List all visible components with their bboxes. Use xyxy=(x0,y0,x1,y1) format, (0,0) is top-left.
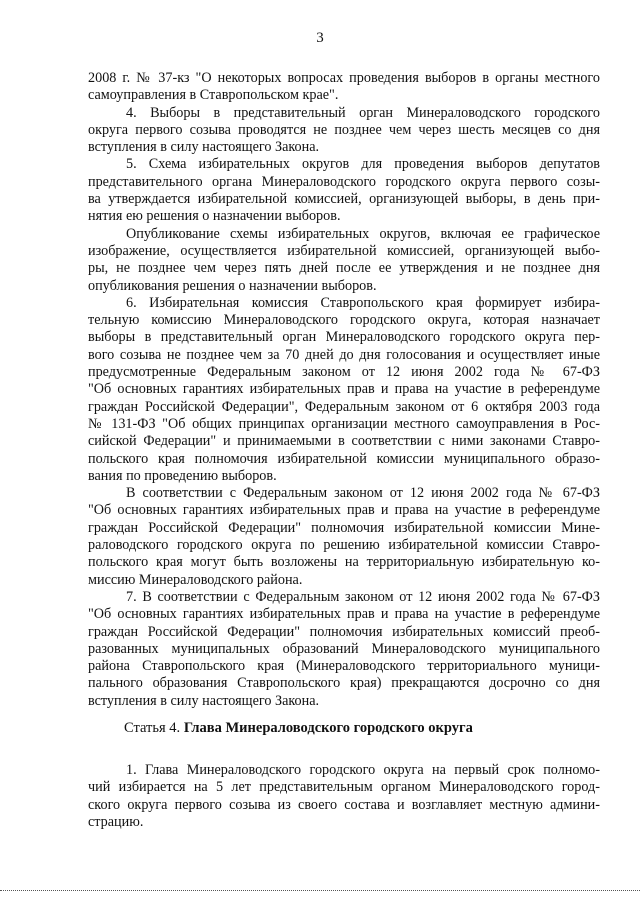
body-text-block-1 xyxy=(88,70,600,710)
text-line: сийской Федерации" и принимаемыми в соответствии с ними законами Ставро- xyxy=(88,433,600,450)
page-bottom-rule xyxy=(0,890,640,891)
text-line: миссию Минераловодского района. xyxy=(88,571,303,588)
text-line: изображение, осуществляется избирательной комиссией, организующей выбо- xyxy=(88,242,600,259)
text-line: "Об основных гарантиях избирательных прав и права на участие в референдуме xyxy=(88,606,600,623)
text-line: выборы в представительный орган Минераловодского городского округа пер- xyxy=(88,329,600,346)
text-line: вступления в силу настоящего Закона. xyxy=(88,139,320,156)
text-line: "Об основных гарантиях избирательных прав и права на участие в референдуме xyxy=(88,502,600,519)
text-line: 6. Избирательная комиссия Ставропольского края формирует избира- xyxy=(126,294,600,311)
text-line: В соответствии с Федеральным законом от 12 июня 2002 года № 67-ФЗ xyxy=(126,485,600,502)
text-line: польского края могут быть возложены на территориальную избирательную ко- xyxy=(88,554,600,571)
text-line: пального образования Ставропольского края) прекращаются досрочно со дня xyxy=(88,675,600,692)
text-line: ры, не позднее чем через пять дней после ее утверждения и не позднее дня xyxy=(88,260,600,277)
text-line: граждан Российской Федерации" полномочия избирательных комиссий преоб- xyxy=(88,623,600,640)
text-line: опубликования решения о назначении выборов. xyxy=(88,277,377,294)
text-line: страцию. xyxy=(88,813,144,830)
text-line: района Ставропольского края (Минераловодского территориального муници- xyxy=(88,658,600,675)
text-line: ского округа первого созыва из своего состава и возглавляет местную админи- xyxy=(88,796,600,813)
text-line: граждан Российской Федерации", Федеральным законом от 6 октября 2003 года xyxy=(88,398,600,415)
text-line: 1. Глава Минераловодского городского округа на первый срок полномо- xyxy=(126,762,600,778)
article-heading xyxy=(124,720,473,737)
text-line: тельную комиссию Минераловодского городского округа, которая назначает xyxy=(88,312,600,329)
text-line: представительного органа Минераловодского городского округа первого созы- xyxy=(88,173,600,190)
article-number: Статья 4. xyxy=(124,720,184,736)
text-line: "Об основных гарантиях избирательных прав и права на участие в референдуме xyxy=(88,381,600,398)
text-line: граждан Российской Федерации" полномочия избирательной комиссии Мине- xyxy=(88,519,600,536)
text-line: 7. В соответствии с Федеральным законом от 12 июня 2002 года № 67-ФЗ xyxy=(126,588,600,605)
body-text-block-2 xyxy=(88,762,600,831)
text-line: вступления в силу настоящего Закона. xyxy=(88,692,320,709)
text-line: № 131-ФЗ "Об общих принципах организации местного самоуправления в Рос- xyxy=(88,415,600,432)
text-line: округа первого созыва проводятся не позднее чем через шесть месяцев со дня xyxy=(88,121,600,138)
text-line: самоуправления в Ставропольском крае". xyxy=(88,87,339,104)
text-line: 5. Схема избирательных округов для проведения выборов депутатов xyxy=(126,156,600,173)
text-line: ва утверждается избирательной комиссией, организующей выборы, в день при- xyxy=(88,191,600,208)
text-line: 2008 г. № 37-кз "О некоторых вопросах проведения выборов в органы местного xyxy=(88,70,600,86)
text-line: польского края полномочия избирательной комиссии муниципального образо- xyxy=(88,450,600,467)
article-title: Глава Минераловодского городского округа xyxy=(183,720,473,736)
text-line: нятия ею решения о назначении выборов. xyxy=(88,208,341,225)
text-line: разованных муниципальных образований Минераловодского муниципального xyxy=(88,640,600,657)
text-line: чий избирается на 5 лет представительным органом Минераловодского город- xyxy=(88,779,600,796)
page-number: 3 xyxy=(316,30,324,46)
text-line: 4. Выборы в представительный орган Минераловодского городского xyxy=(126,104,600,121)
text-line: вания по проведению выборов. xyxy=(88,467,277,484)
text-line: Опубликование схемы избирательных округов, включая ее графическое xyxy=(126,225,600,242)
text-line: вого созыва не позднее чем за 70 дней до дня голосования и осуществляет иные xyxy=(88,346,600,363)
text-line: предусмотренные Федеральным законом от 12 июня 2002 года № 67-ФЗ xyxy=(88,364,600,381)
text-line: раловодского городского округа по решению избирательной комиссии Ставро- xyxy=(88,537,600,554)
